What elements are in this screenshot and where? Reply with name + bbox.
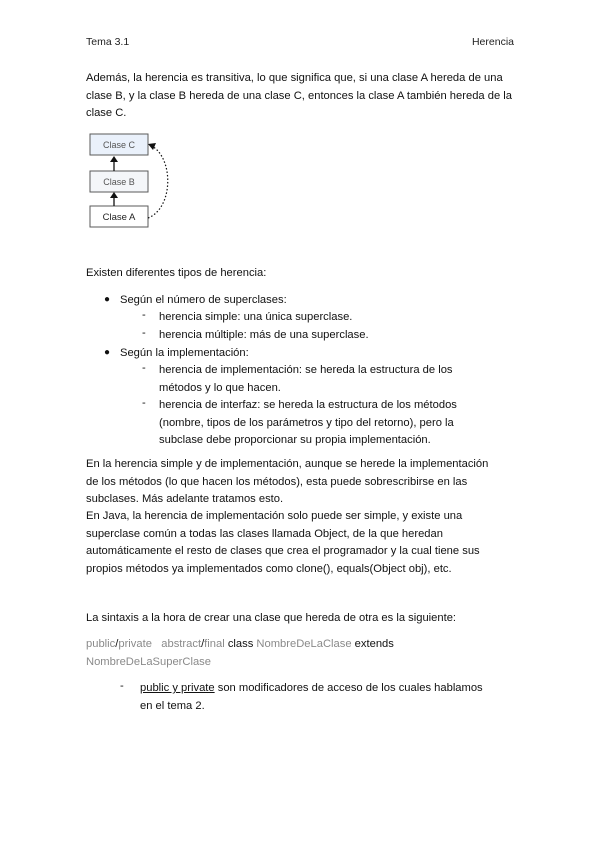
type-2-item-2: herencia de interfaz: se hereda la estructura de los métodos (nombre, tipos de los parámetros y tipo del retorno), pero la subclase debe proporcionar su propia implementación. [159, 399, 457, 446]
intro-paragraph: Además, la herencia es transitiva, lo que significa que, si una clase A hereda de una clase B, y la clase B hereda de una clase C, entonces la clase A también hereda de la clase C. [86, 72, 513, 119]
syntax-final: final [204, 638, 225, 650]
type-1-item-2: herencia múltiple: más de una superclase. [159, 329, 369, 341]
syntax-extends-keyword: extends [354, 638, 394, 650]
arrowhead-b-to-c-icon [110, 156, 118, 162]
class-b-label: Clase B [103, 177, 135, 187]
arrowhead-transitive-icon [148, 143, 156, 150]
types-intro: Existen diferentes tipos de herencia: [86, 267, 267, 279]
paragraph-2: En Java, la herencia de implementación solo puede ser simple, y existe una superclase común a todas las clases llamada Object, de la que heredan automáticamente el resto de clases que crea el programador y la cual tiene sus propios métodos ya implementados como clone(), equals(Object obj), etc. [86, 510, 480, 575]
transitive-arrow [148, 145, 168, 218]
type-2-item-1: herencia de implementación: se hereda la estructura de los métodos y lo que hacen. [159, 364, 453, 394]
class-c-label: Clase C [102, 140, 136, 150]
syntax-intro: La sintaxis a la hora de crear una clase que hereda de otra es la siguiente: [86, 612, 457, 624]
syntax-slash-1: / [115, 638, 119, 650]
inheritance-diagram [86, 128, 176, 230]
syntax-line [86, 636, 516, 671]
type-label-1: Según el número de superclases: [120, 294, 287, 306]
syntax-class-name: NombreDeLaClase [256, 638, 352, 650]
type-label-2: Según la implementación: [120, 347, 249, 359]
syntax-slash-2: / [201, 638, 205, 650]
note-underlined: public y private [140, 682, 215, 694]
syntax-abstract: abstract [161, 638, 202, 650]
syntax-public: public [86, 638, 116, 650]
syntax-class-keyword: class [227, 638, 254, 650]
note-rest-line-1: son modificadores de acceso de los cuales hablamos [214, 682, 483, 694]
dash-icon: - [120, 680, 124, 692]
type-1-item-1: herencia simple: una única superclase. [159, 311, 353, 323]
dash-icon: - [142, 362, 146, 374]
arrowhead-a-to-b-icon [110, 192, 118, 198]
dash-icon: - [142, 397, 146, 409]
note-item [140, 680, 520, 715]
bullet-icon: ● [104, 294, 111, 305]
class-a-label: Clase A [102, 212, 136, 223]
header-right: Herencia [471, 36, 514, 48]
header-left: Tema 3.1 [86, 36, 130, 48]
dash-icon: - [142, 327, 146, 339]
note-rest-line-2: en el tema 2. [140, 699, 205, 712]
syntax-super-name: NombreDeLaSuperClase [86, 655, 211, 668]
paragraph-1: En la herencia simple y de implementación, aunque se herede la implementación de los métodos (lo que hacen los métodos), esta puede sobrescribirse en las subclases. Más adelante tratamos esto. [86, 458, 489, 505]
dash-icon: - [142, 309, 146, 321]
syntax-private: private [118, 638, 152, 650]
bullet-icon: ● [104, 347, 111, 358]
